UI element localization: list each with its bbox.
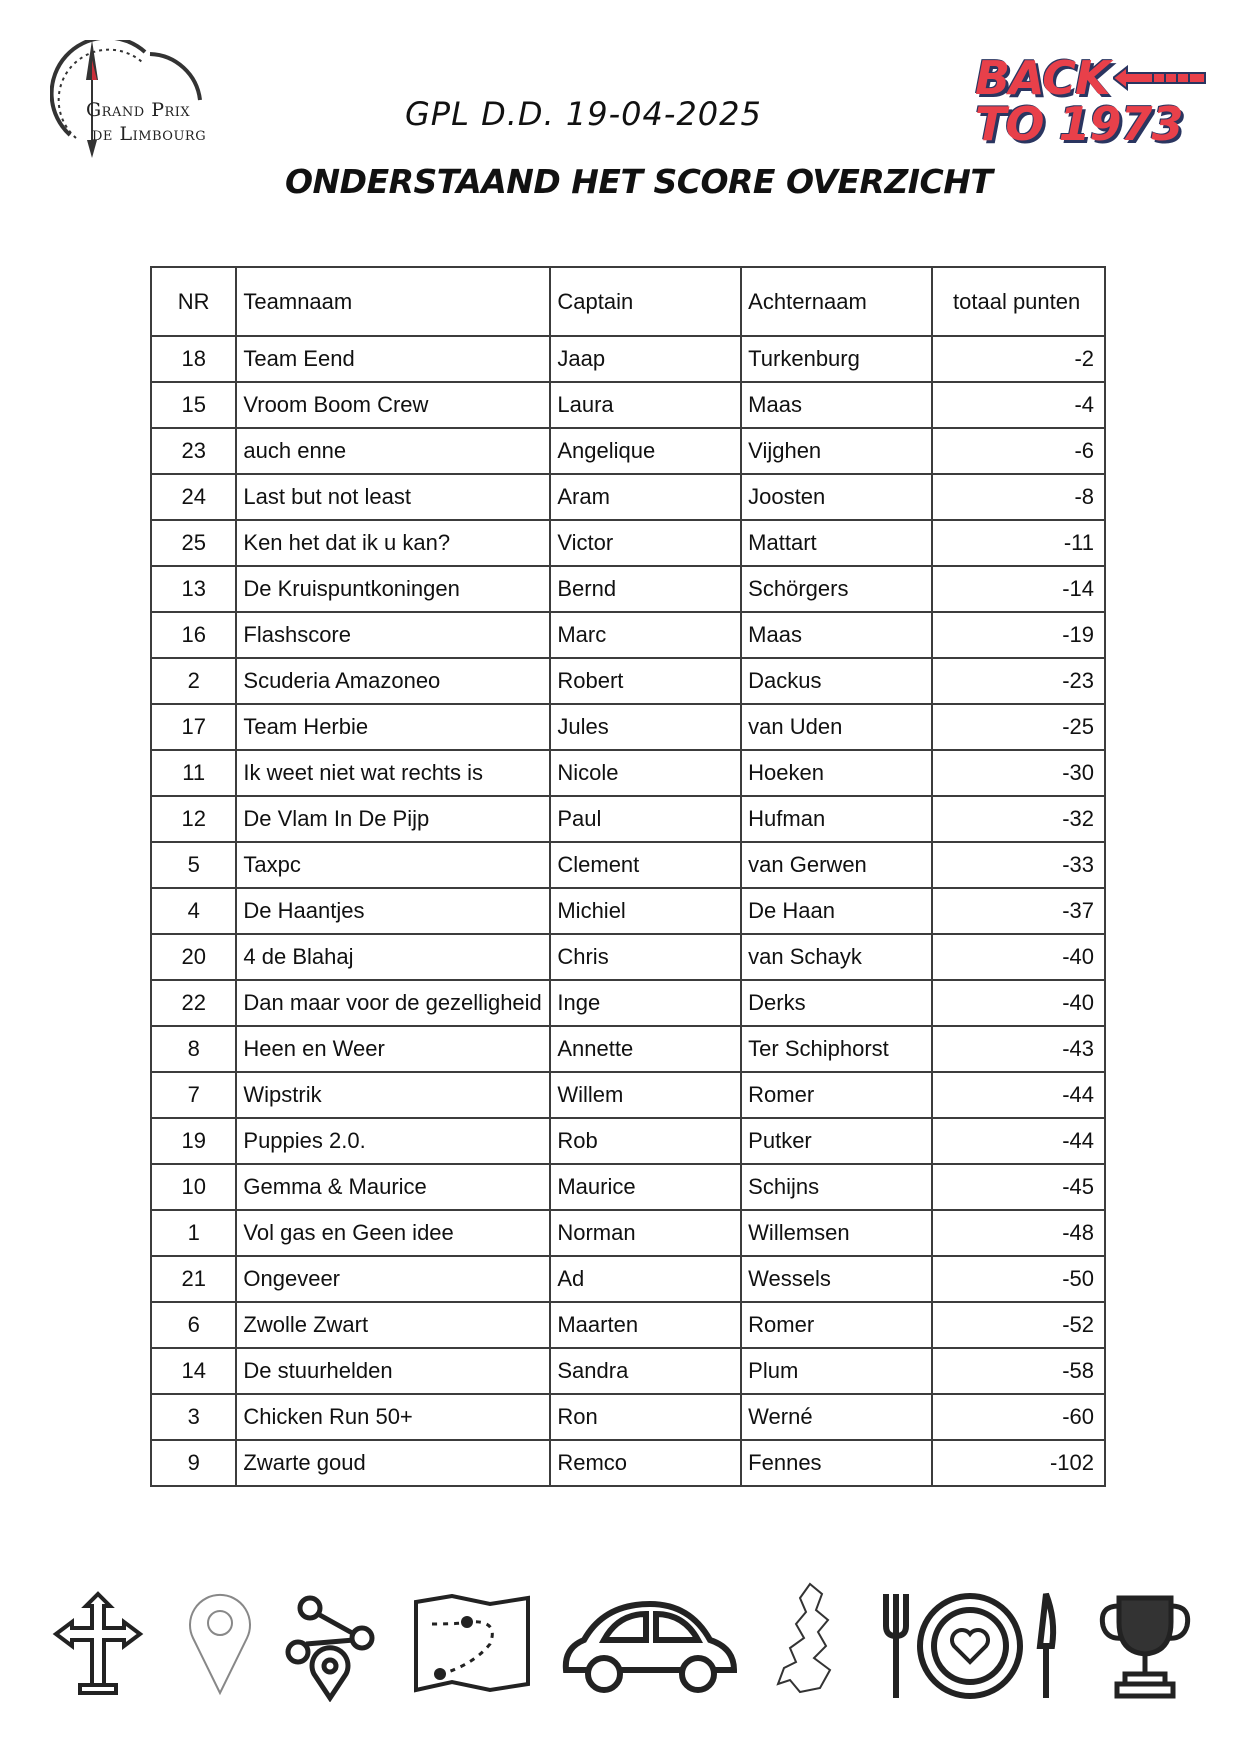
car-icon [560, 1598, 740, 1698]
cell-totaal-punten: -43 [932, 1026, 1105, 1072]
cell-totaal-punten: -48 [932, 1210, 1105, 1256]
logo-line-2: de Limbourg [92, 123, 207, 145]
table-row [151, 612, 1105, 658]
cell-captain: Inge [550, 980, 741, 1026]
cell-nr: 15 [151, 382, 236, 428]
cell-totaal-punten: -4 [932, 382, 1105, 428]
table-row [151, 1348, 1105, 1394]
cell-achternaam: Maas [741, 382, 932, 428]
table-row [151, 1026, 1105, 1072]
cell-teamnaam: De Vlam In De Pijp [236, 796, 550, 842]
cell-totaal-punten: -44 [932, 1118, 1105, 1164]
header-totaal-punten: totaal punten [932, 267, 1105, 336]
cell-totaal-punten: -37 [932, 888, 1105, 934]
table-row [151, 796, 1105, 842]
treasure-map-icon [412, 1594, 532, 1694]
cell-achternaam: Hufman [741, 796, 932, 842]
table-row [151, 1394, 1105, 1440]
table-row [151, 658, 1105, 704]
cell-teamnaam: Zwarte goud [236, 1440, 550, 1486]
cell-totaal-punten: -40 [932, 980, 1105, 1026]
cell-nr: 8 [151, 1026, 236, 1072]
cell-totaal-punten: -58 [932, 1348, 1105, 1394]
cell-captain: Chris [550, 934, 741, 980]
table-row [151, 1210, 1105, 1256]
header-teamnaam: Teamnaam [236, 267, 550, 336]
cell-achternaam: Hoeken [741, 750, 932, 796]
brand-line-1: BACK [975, 51, 1110, 105]
cell-nr: 14 [151, 1348, 236, 1394]
cell-totaal-punten: -30 [932, 750, 1105, 796]
cell-teamnaam: Zwolle Zwart [236, 1302, 550, 1348]
cell-teamnaam: Heen en Weer [236, 1026, 550, 1072]
table-row [151, 888, 1105, 934]
cell-captain: Aram [550, 474, 741, 520]
cell-totaal-punten: -25 [932, 704, 1105, 750]
cell-captain: Jaap [550, 336, 741, 382]
table-row [151, 704, 1105, 750]
cell-totaal-punten: -14 [932, 566, 1105, 612]
cell-captain: Michiel [550, 888, 741, 934]
cell-nr: 20 [151, 934, 236, 980]
cell-nr: 4 [151, 888, 236, 934]
crossroads-sign-icon [52, 1590, 144, 1700]
cell-nr: 22 [151, 980, 236, 1026]
cell-teamnaam: De Kruispuntkoningen [236, 566, 550, 612]
cell-teamnaam: Vroom Boom Crew [236, 382, 550, 428]
table-row [151, 980, 1105, 1026]
cell-teamnaam: Team Eend [236, 336, 550, 382]
cell-achternaam: Turkenburg [741, 336, 932, 382]
cell-nr: 2 [151, 658, 236, 704]
cell-teamnaam: Ongeveer [236, 1256, 550, 1302]
cell-teamnaam: Team Herbie [236, 704, 550, 750]
cell-nr: 16 [151, 612, 236, 658]
cell-captain: Rob [550, 1118, 741, 1164]
header-captain: Captain [550, 267, 741, 336]
cell-teamnaam: Flashscore [236, 612, 550, 658]
cell-achternaam: Maas [741, 612, 932, 658]
cell-nr: 10 [151, 1164, 236, 1210]
cell-captain: Jules [550, 704, 741, 750]
footer-icon-row [0, 1580, 1240, 1710]
cell-teamnaam: auch enne [236, 428, 550, 474]
cell-totaal-punten: -2 [932, 336, 1105, 382]
cell-totaal-punten: -23 [932, 658, 1105, 704]
cell-achternaam: Schijns [741, 1164, 932, 1210]
cell-captain: Robert [550, 658, 741, 704]
logo-line-1: Grand Prix [86, 99, 191, 121]
table-row [151, 336, 1105, 382]
cell-achternaam: Putker [741, 1118, 932, 1164]
cell-achternaam: Werné [741, 1394, 932, 1440]
cell-achternaam: Joosten [741, 474, 932, 520]
cell-teamnaam: Vol gas en Geen idee [236, 1210, 550, 1256]
cell-captain: Ad [550, 1256, 741, 1302]
cell-teamnaam: Ken het dat ik u kan? [236, 520, 550, 566]
table-row [151, 842, 1105, 888]
cell-achternaam: Wessels [741, 1256, 932, 1302]
cell-totaal-punten: -60 [932, 1394, 1105, 1440]
table-row [151, 566, 1105, 612]
table-row [151, 1072, 1105, 1118]
table-row [151, 1440, 1105, 1486]
cell-captain: Paul [550, 796, 741, 842]
cell-totaal-punten: -45 [932, 1164, 1105, 1210]
cell-achternaam: van Gerwen [741, 842, 932, 888]
cell-teamnaam: Taxpc [236, 842, 550, 888]
cell-teamnaam: Last but not least [236, 474, 550, 520]
table-row [151, 474, 1105, 520]
cell-achternaam: Schörgers [741, 566, 932, 612]
cell-captain: Sandra [550, 1348, 741, 1394]
cell-achternaam: Ter Schiphorst [741, 1026, 932, 1072]
cell-teamnaam: Chicken Run 50+ [236, 1394, 550, 1440]
table-row [151, 1164, 1105, 1210]
cell-achternaam: Romer [741, 1302, 932, 1348]
cell-captain: Maurice [550, 1164, 741, 1210]
cell-achternaam: Dackus [741, 658, 932, 704]
cell-achternaam: van Uden [741, 704, 932, 750]
table-row [151, 1302, 1105, 1348]
cell-captain: Norman [550, 1210, 741, 1256]
table-row [151, 520, 1105, 566]
grand-prix-logo [50, 40, 265, 160]
score-table [150, 266, 1106, 1487]
cell-captain: Nicole [550, 750, 741, 796]
cell-teamnaam: Wipstrik [236, 1072, 550, 1118]
cell-achternaam: Plum [741, 1348, 932, 1394]
cell-totaal-punten: -50 [932, 1256, 1105, 1302]
cell-nr: 9 [151, 1440, 236, 1486]
cell-totaal-punten: -19 [932, 612, 1105, 658]
table-row [151, 382, 1105, 428]
cell-achternaam: Romer [741, 1072, 932, 1118]
table-header-row [151, 267, 1105, 336]
limburg-map-icon [770, 1580, 850, 1700]
header-achternaam: Achternaam [741, 267, 932, 336]
cell-captain: Clement [550, 842, 741, 888]
trophy-icon [1095, 1592, 1195, 1702]
cell-nr: 21 [151, 1256, 236, 1302]
cell-achternaam: van Schayk [741, 934, 932, 980]
page-subtitle: ONDERSTAAND HET SCORE OVERZICHT [285, 162, 993, 201]
page-title: GPL D.D. 19-04-2025 [405, 95, 762, 133]
cell-achternaam: Derks [741, 980, 932, 1026]
cell-teamnaam: De Haantjes [236, 888, 550, 934]
dinner-plate-icon [880, 1590, 1060, 1702]
cell-nr: 11 [151, 750, 236, 796]
cell-totaal-punten: -52 [932, 1302, 1105, 1348]
cell-totaal-punten: -44 [932, 1072, 1105, 1118]
table-row [151, 1256, 1105, 1302]
header-nr: NR [151, 267, 236, 336]
cell-achternaam: Vijghen [741, 428, 932, 474]
cell-nr: 13 [151, 566, 236, 612]
cell-nr: 3 [151, 1394, 236, 1440]
arrow-icon [1113, 65, 1208, 91]
back-to-1973-logo [975, 51, 1215, 155]
cell-achternaam: De Haan [741, 888, 932, 934]
cell-nr: 5 [151, 842, 236, 888]
cell-nr: 6 [151, 1302, 236, 1348]
cell-captain: Laura [550, 382, 741, 428]
cell-nr: 1 [151, 1210, 236, 1256]
cell-achternaam: Willemsen [741, 1210, 932, 1256]
table-row [151, 750, 1105, 796]
cell-teamnaam: Dan maar voor de gezelligheid [236, 980, 550, 1026]
cell-totaal-punten: -6 [932, 428, 1105, 474]
cell-captain: Ron [550, 1394, 741, 1440]
cell-captain: Angelique [550, 428, 741, 474]
cell-captain: Willem [550, 1072, 741, 1118]
cell-nr: 12 [151, 796, 236, 842]
cell-achternaam: Fennes [741, 1440, 932, 1486]
cell-nr: 18 [151, 336, 236, 382]
cell-achternaam: Mattart [741, 520, 932, 566]
cell-totaal-punten: -33 [932, 842, 1105, 888]
cell-captain: Victor [550, 520, 741, 566]
cell-nr: 17 [151, 704, 236, 750]
cell-teamnaam: De stuurhelden [236, 1348, 550, 1394]
cell-totaal-punten: -102 [932, 1440, 1105, 1486]
table-row [151, 1118, 1105, 1164]
cell-totaal-punten: -8 [932, 474, 1105, 520]
cell-nr: 7 [151, 1072, 236, 1118]
cell-captain: Maarten [550, 1302, 741, 1348]
cell-totaal-punten: -11 [932, 520, 1105, 566]
cell-totaal-punten: -32 [932, 796, 1105, 842]
cell-teamnaam: Puppies 2.0. [236, 1118, 550, 1164]
route-icon [280, 1590, 380, 1702]
cell-teamnaam: Gemma & Maurice [236, 1164, 550, 1210]
cell-totaal-punten: -40 [932, 934, 1105, 980]
cell-nr: 24 [151, 474, 236, 520]
cell-teamnaam: 4 de Blahaj [236, 934, 550, 980]
cell-captain: Marc [550, 612, 741, 658]
cell-teamnaam: Ik weet niet wat rechts is [236, 750, 550, 796]
table-row [151, 428, 1105, 474]
cell-captain: Remco [550, 1440, 741, 1486]
cell-nr: 19 [151, 1118, 236, 1164]
cell-teamnaam: Scuderia Amazoneo [236, 658, 550, 704]
cell-nr: 25 [151, 520, 236, 566]
cell-nr: 23 [151, 428, 236, 474]
brand-line-2: TO 1973 [975, 97, 1183, 151]
table-row [151, 934, 1105, 980]
cell-captain: Annette [550, 1026, 741, 1072]
cell-captain: Bernd [550, 566, 741, 612]
location-pin-icon [185, 1588, 255, 1698]
